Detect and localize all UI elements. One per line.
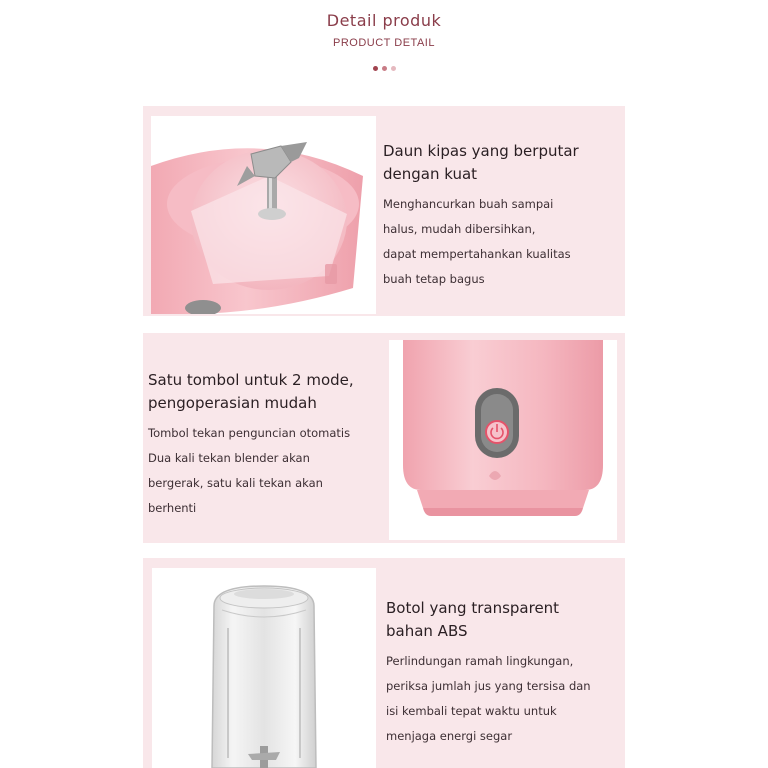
bottle-heading xyxy=(386,597,622,643)
carousel-dot-1[interactable] xyxy=(373,66,378,71)
button-desc-line-1: Tombol tekan penguncian otomatis xyxy=(148,426,351,440)
bottle-description xyxy=(386,649,622,749)
bottle-text-block xyxy=(386,597,622,749)
bottle-heading-line-2: bahan ABS xyxy=(386,622,468,640)
page-header xyxy=(0,0,768,100)
blender-base-illustration xyxy=(389,340,617,540)
bottle-product-image xyxy=(152,568,376,768)
feature-blade-section xyxy=(143,106,625,316)
button-description xyxy=(148,421,384,521)
button-desc-line-2: Dua kali tekan blender akan xyxy=(148,451,310,465)
blade-desc-line-2: halus, mudah dibersihkan, xyxy=(383,222,536,236)
blade-text-block xyxy=(383,140,621,292)
carousel-dots xyxy=(0,66,768,71)
page-subtitle: PRODUCT DETAIL xyxy=(333,37,435,49)
button-text-block xyxy=(148,369,384,521)
button-desc-line-4: berhenti xyxy=(148,501,197,515)
bottle-heading-line-1: Botol yang transparent xyxy=(386,599,560,617)
carousel-dot-2[interactable] xyxy=(382,66,387,71)
button-heading-line-2: pengoperasian mudah xyxy=(148,394,317,412)
bottle-desc-line-3: isi kembali tepat waktu untuk xyxy=(386,704,557,718)
page-title: Detail produk xyxy=(326,11,442,30)
blade-desc-line-3: dapat mempertahankan kualitas xyxy=(383,247,571,261)
button-heading-line-1: Satu tombol untuk 2 mode, xyxy=(148,371,354,389)
bottle-desc-line-1: Perlindungan ramah lingkungan, xyxy=(386,654,574,668)
button-heading xyxy=(148,369,384,415)
bottle-desc-line-4: menjaga energi segar xyxy=(386,729,513,743)
blade-desc-line-1: Menghancurkan buah sampai xyxy=(383,197,554,211)
blade-product-image xyxy=(151,116,376,314)
blender-blade-illustration xyxy=(151,116,376,314)
blade-desc-line-4: buah tetap bagus xyxy=(383,272,485,286)
button-desc-line-3: bergerak, satu kali tekan akan xyxy=(148,476,323,490)
transparent-bottle-illustration xyxy=(152,568,376,768)
blade-heading-line-1: Daun kipas yang berputar xyxy=(383,142,579,160)
button-product-image xyxy=(389,340,617,540)
feature-bottle-section xyxy=(143,558,625,768)
bottle-desc-line-2: periksa jumlah jus yang tersisa dan xyxy=(386,679,591,693)
blade-heading xyxy=(383,140,621,186)
blade-description xyxy=(383,192,621,292)
feature-button-section xyxy=(143,333,625,543)
carousel-dot-3[interactable] xyxy=(391,66,396,71)
blade-heading-line-2: dengan kuat xyxy=(383,165,478,183)
